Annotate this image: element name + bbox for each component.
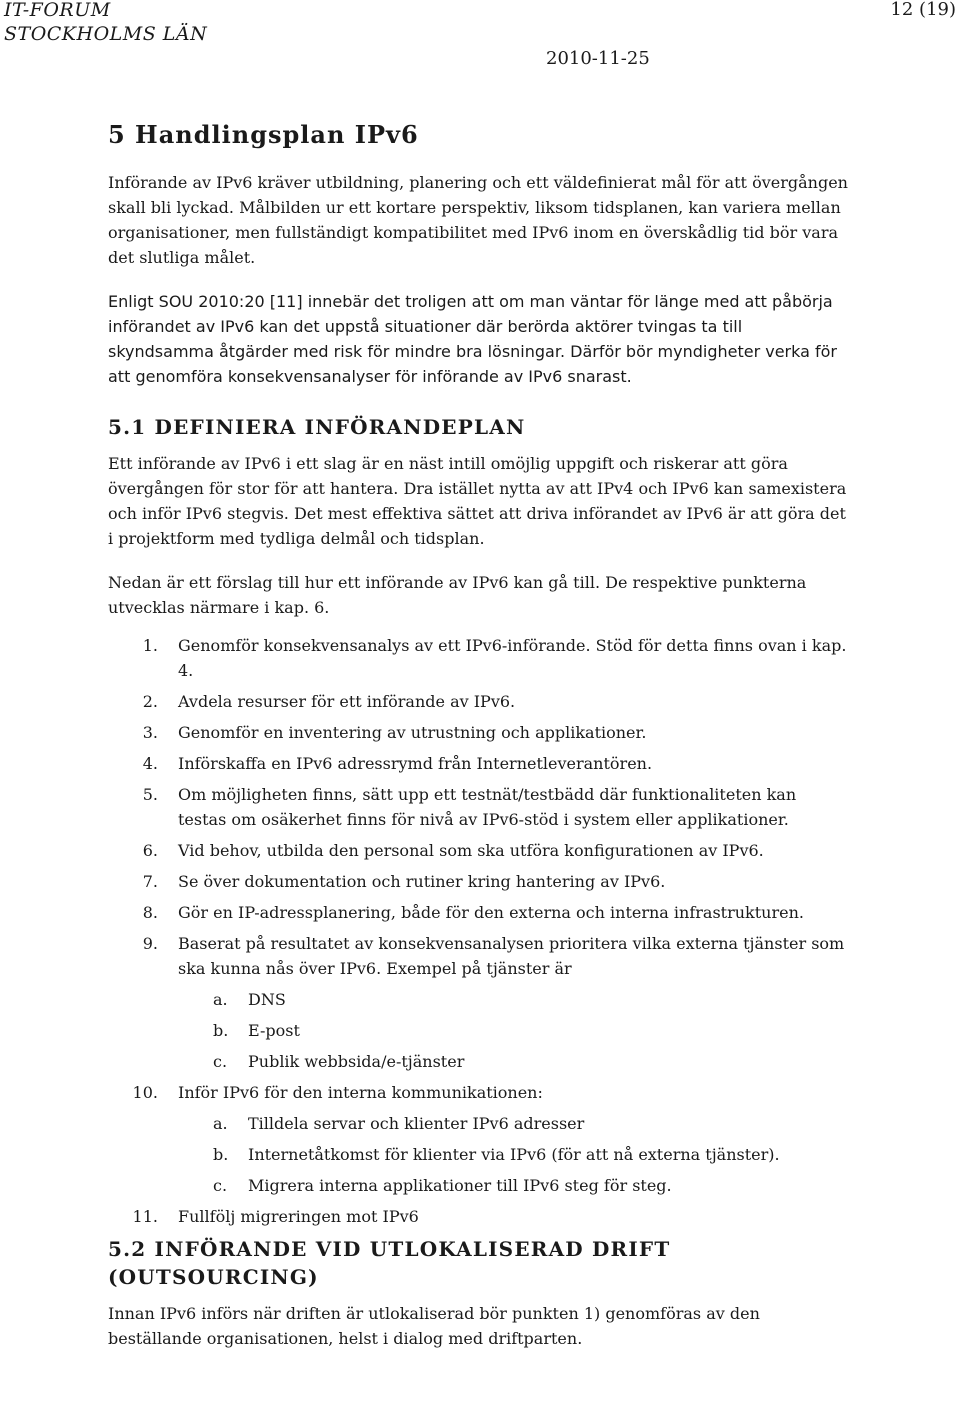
section-title: 5.1 DEFINIERA INFÖRANDEPLAN	[108, 415, 526, 439]
sublist-item-text: E-post	[248, 1021, 300, 1040]
sublist-item-letter: a.	[213, 990, 228, 1009]
list-item-text: Fullfölj migreringen mot IPv6	[178, 1207, 419, 1226]
sublist-item-letter: c.	[213, 1176, 228, 1195]
sublist-item-letter: b.	[213, 1021, 229, 1040]
list-item-text: Om möjligheten finns, sätt upp ett testnät/testbädd där funktionaliteten kan testas om osäkerhet finns för nivå av IPv6-stöd i system eller applikationer.	[178, 785, 797, 829]
sublist-item-letter: a.	[213, 1114, 228, 1133]
sublist	[178, 1111, 848, 1198]
sublist-item-text: Publik webbsida/e-tjänster	[248, 1052, 465, 1071]
sublist-item-text: Tilldela servar och klienter IPv6 adresser	[248, 1114, 585, 1133]
list-item	[108, 931, 848, 1074]
list-item	[108, 720, 848, 745]
list-item-text: Vid behov, utbilda den personal som ska utföra konfigurationen av IPv6.	[178, 841, 764, 860]
list-item	[108, 751, 848, 776]
sublist-item	[178, 1111, 848, 1136]
list-item-number: 1.	[142, 636, 158, 655]
list-item	[108, 689, 848, 714]
list-item-text: Baserat på resultatet av konsekvensanalysen prioritera vilka externa tjänster som ska kunna nås över IPv6. Exempel på tjänster är	[178, 934, 845, 978]
section-paragraph: Nedan är ett förslag till hur ett införande av IPv6 kan gå till. De respektive punkterna utvecklas närmare i kap. 6.	[108, 573, 807, 617]
chapter-paragraph: Enligt SOU 2010:20 [11] innebär det troligen att om man väntar för länge med att påbörja införandet av IPv6 kan det uppstå situationer där berörda aktörer tvingas ta till skyndsamma åtgärder med risk för mindre bra lösningar. Därför bör myndigheter verka för att genomföra konsekvensanalyser för införande av IPv6 snarast.	[108, 292, 837, 386]
list-item-number: 5.	[142, 785, 158, 804]
list-item-number: 11.	[132, 1207, 158, 1226]
list-item-number: 7.	[142, 872, 158, 891]
list-item-number: 6.	[142, 841, 158, 860]
list-item	[108, 1204, 848, 1229]
sublist-item	[178, 1049, 848, 1074]
sublist-item-letter: c.	[213, 1052, 228, 1071]
section-title: 5.2 INFÖRANDE VID UTLOKALISERAD DRIFT (OUTSOURCING)	[108, 1237, 671, 1289]
implementation-steps-list	[108, 633, 848, 1229]
header-date: 2010-11-25	[546, 48, 650, 69]
list-item	[108, 633, 848, 683]
list-item-text: Gör en IP-adressplanering, både för den externa och interna infrastrukturen.	[178, 903, 804, 922]
header-org-line1: IT-FORUM	[4, 0, 111, 21]
list-item-number: 9.	[142, 934, 158, 953]
list-item-number: 10.	[132, 1083, 158, 1102]
list-item	[108, 900, 848, 925]
header-organization	[4, 0, 207, 46]
sublist-item	[178, 1173, 848, 1198]
sublist-item	[178, 1018, 848, 1043]
document-body	[108, 120, 848, 1370]
list-item-text: Införskaffa en IPv6 adressrymd från Internetleverantören.	[178, 754, 653, 773]
list-item	[108, 869, 848, 894]
list-item-text: Se över dokumentation och rutiner kring hantering av IPv6.	[178, 872, 666, 891]
header-org-line2: STOCKHOLMS LÄN	[4, 23, 208, 45]
sublist-item	[178, 1142, 848, 1167]
section-paragraph: Ett införande av IPv6 i ett slag är en näst intill omöjlig uppgift och riskerar att göra övergången för stor för att hantera. Dra istället nytta av att IPv4 och IPv6 kan samexistera och inför IPv6 stegvis. Det mest effektiva sättet att driva införandet av IPv6 är att göra det i projektform med tydliga delmål och tidsplan.	[108, 454, 847, 548]
chapter-paragraph: Införande av IPv6 kräver utbildning, planering och ett väldefinierat mål för att övergången skall bli lyckad. Målbilden ur ett kortare perspektiv, liksom tidsplanen, kan variera mellan organisationer, men fullständigt kompatibilitet med IPv6 inom en överskådlig tid bör vara det slutliga målet.	[108, 173, 848, 267]
header-page-number: 12 (19)	[890, 0, 956, 20]
sublist-item-letter: b.	[213, 1145, 229, 1164]
chapter-title: 5 Handlingsplan IPv6	[108, 120, 419, 149]
sublist-item-text: Migrera interna applikationer till IPv6 steg för steg.	[248, 1176, 672, 1195]
section-paragraph: Innan IPv6 införs när driften är utlokaliserad bör punkten 1) genomföras av den beställande organisationen, helst i dialog med driftparten.	[108, 1304, 760, 1348]
list-item-number: 2.	[142, 692, 158, 711]
list-item-text: Genomför en inventering av utrustning och applikationer.	[178, 723, 647, 742]
sublist-item-text: Internetåtkomst för klienter via IPv6 (för att nå externa tjänster).	[248, 1145, 780, 1164]
list-item	[108, 838, 848, 863]
list-item	[108, 782, 848, 832]
list-item	[108, 1080, 848, 1198]
sublist-item-text: DNS	[248, 990, 286, 1009]
list-item-number: 3.	[142, 723, 158, 742]
list-item-text: Genomför konsekvensanalys av ett IPv6-införande. Stöd för detta finns ovan i kap. 4.	[178, 636, 847, 680]
sublist	[178, 987, 848, 1074]
list-item-text: Avdela resurser för ett införande av IPv6.	[178, 692, 516, 711]
sublist-item	[178, 987, 848, 1012]
list-item-text: Inför IPv6 för den interna kommunikationen:	[178, 1083, 543, 1102]
list-item-number: 8.	[142, 903, 158, 922]
list-item-number: 4.	[142, 754, 158, 773]
